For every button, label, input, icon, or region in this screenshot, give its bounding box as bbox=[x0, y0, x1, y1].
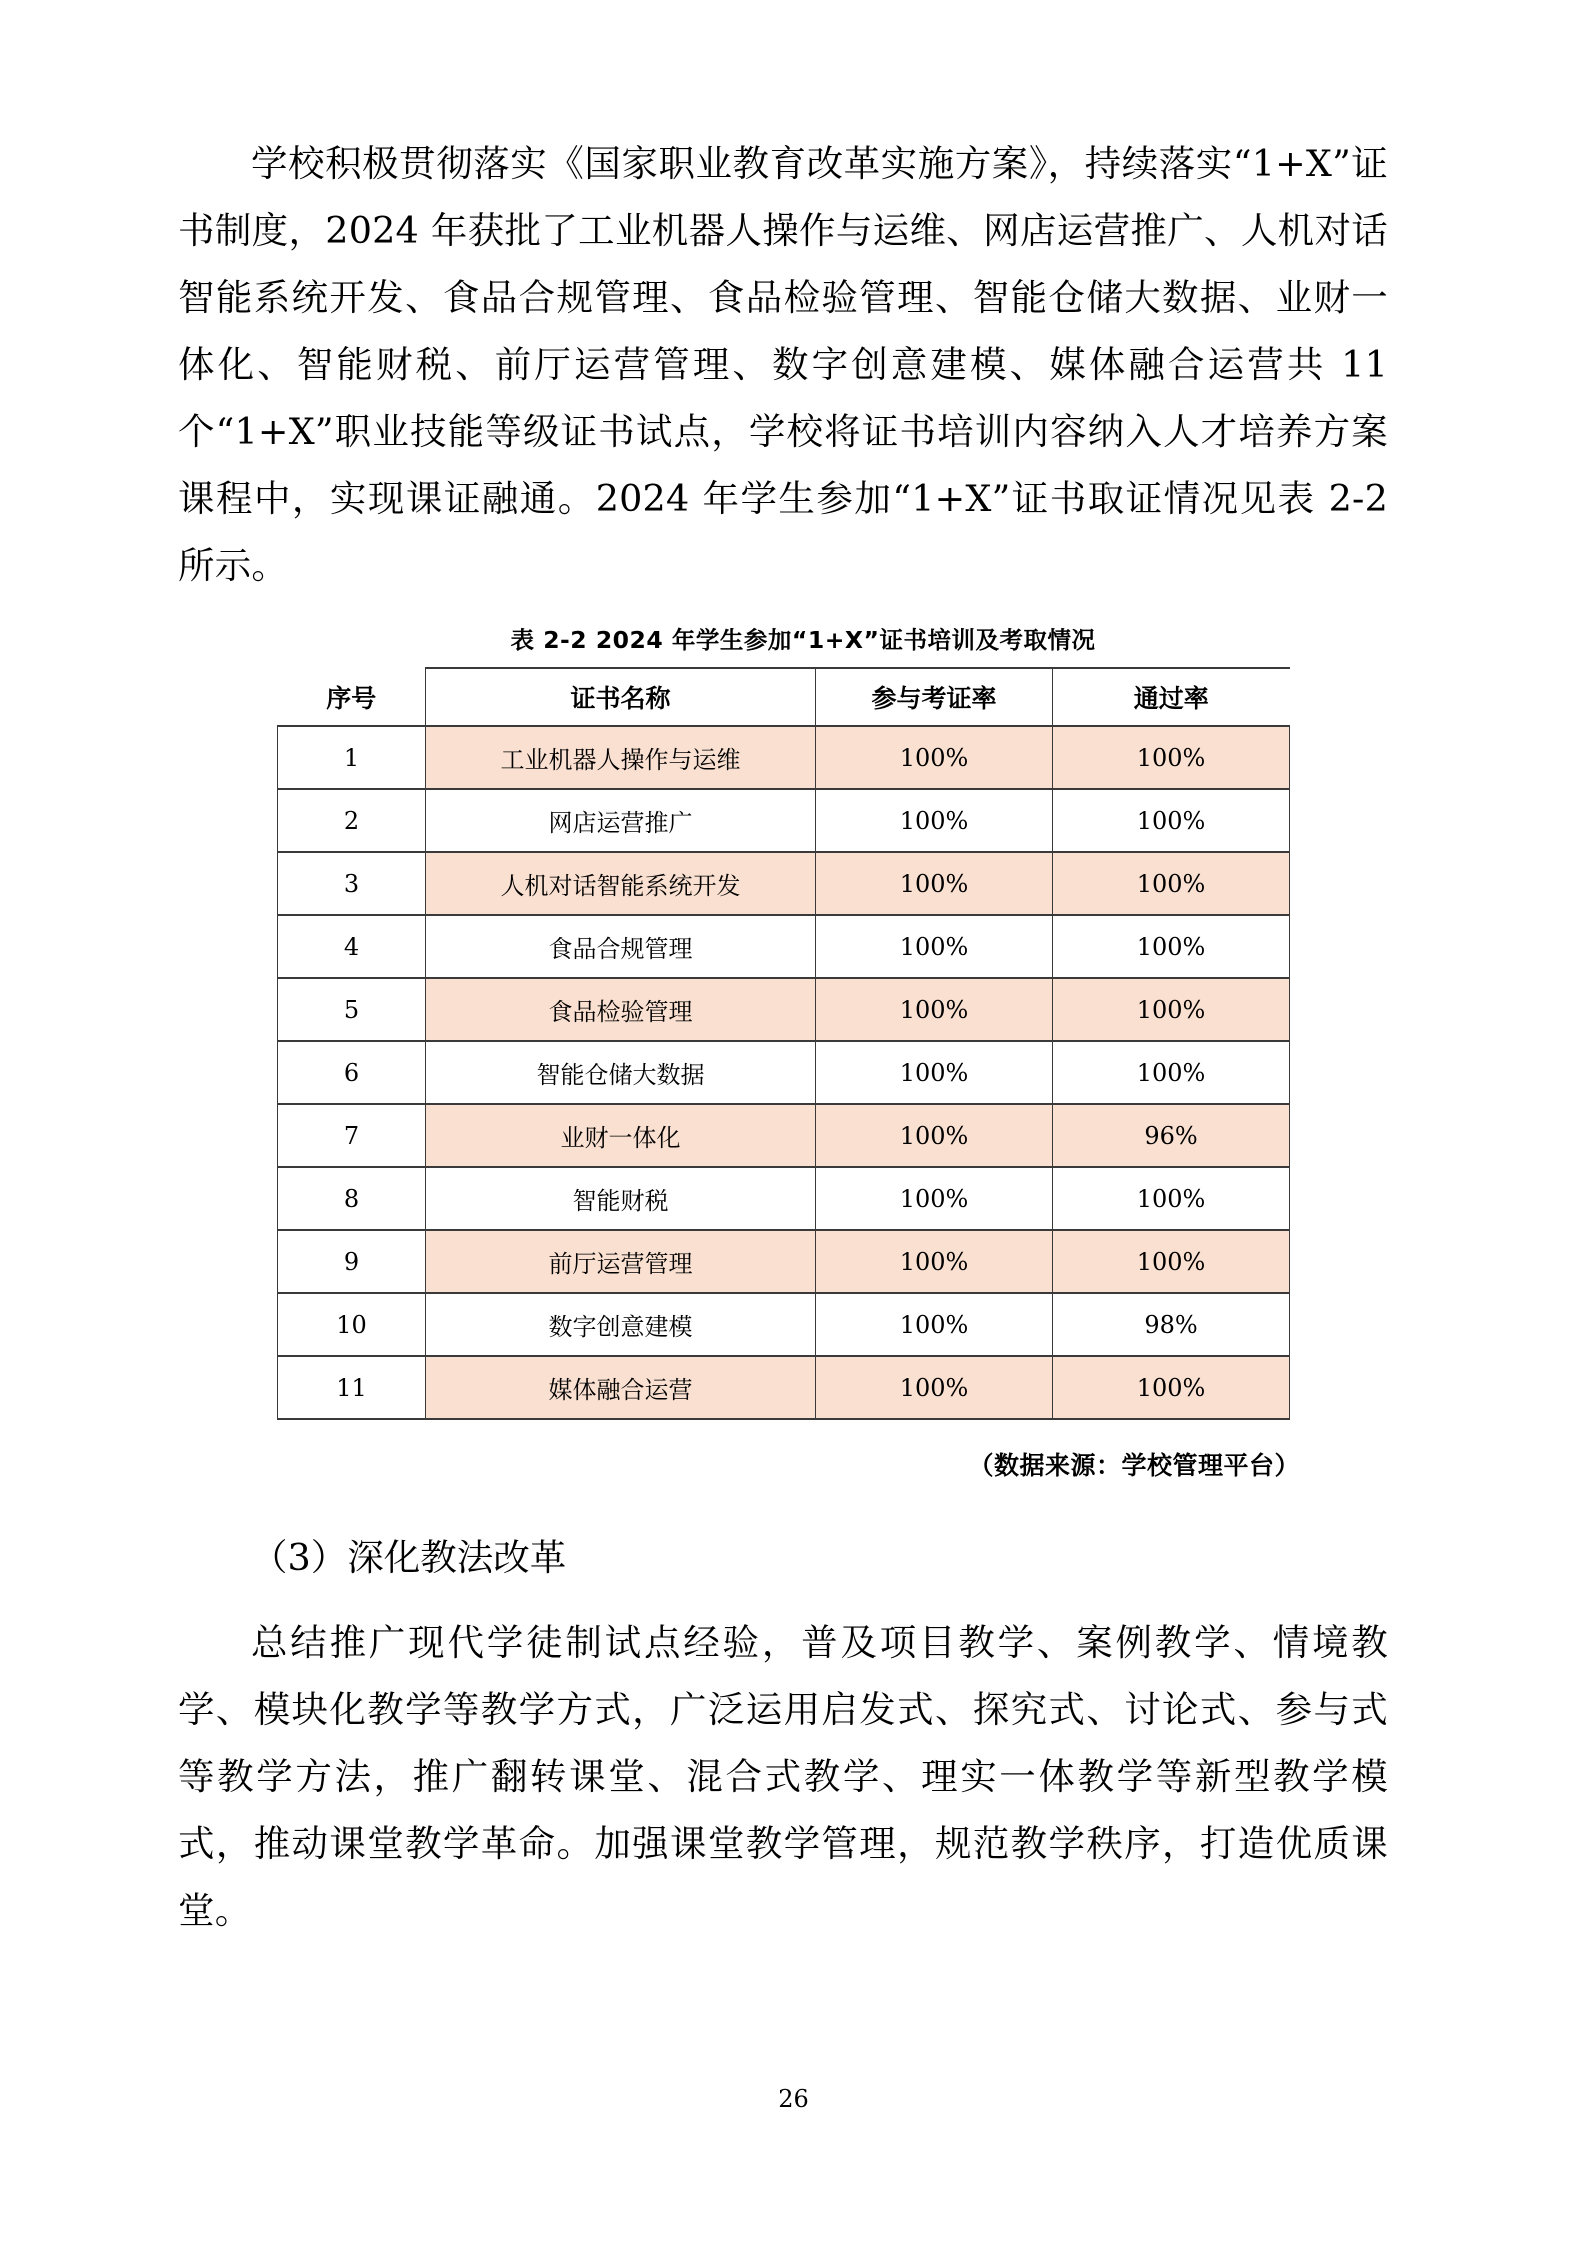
table-row bbox=[278, 1104, 1290, 1167]
cell-pass-rate: 98% bbox=[1053, 1293, 1290, 1356]
spacer bbox=[178, 1591, 1388, 1609]
teaching-reform-paragraph: 总结推广现代学徒制试点经验，普及项目教学、案例教学、情境教学、模块化教学等教学方式，广泛运用启发式、探究式、讨论式、参与式等教学方法，推广翻转课堂、混合式教学、理实一体教学等新型教学模式，推动课堂教学革命。加强课堂教学管理，规范教学秩序，打造优质课堂。 bbox=[178, 1621, 1388, 1932]
cell-index: 2 bbox=[278, 789, 426, 852]
page-number: 26 bbox=[778, 2085, 809, 2113]
table-body bbox=[278, 726, 1290, 1419]
table-caption: 表 2-2 2024 年学生参加“1+X”证书培训及考取情况 bbox=[510, 626, 1096, 654]
column-header-pass-rate: 通过率 bbox=[1053, 668, 1290, 726]
cell-index: 6 bbox=[278, 1041, 426, 1104]
cell-participation: 100% bbox=[816, 1104, 1053, 1167]
cell-certificate: 食品检验管理 bbox=[426, 978, 816, 1041]
spacer bbox=[178, 1482, 1388, 1524]
table-row bbox=[278, 726, 1290, 789]
cell-index: 1 bbox=[278, 726, 426, 789]
cell-participation: 100% bbox=[816, 852, 1053, 915]
table-row bbox=[278, 1167, 1290, 1230]
table-row bbox=[278, 852, 1290, 915]
table-row bbox=[278, 1293, 1290, 1356]
table-row bbox=[278, 789, 1290, 852]
cell-index: 4 bbox=[278, 915, 426, 978]
cell-certificate: 工业机器人操作与运维 bbox=[426, 726, 816, 789]
cell-certificate: 数字创意建模 bbox=[426, 1293, 816, 1356]
cell-pass-rate: 100% bbox=[1053, 978, 1290, 1041]
table-head bbox=[278, 668, 1290, 726]
cell-participation: 100% bbox=[816, 915, 1053, 978]
cell-pass-rate: 100% bbox=[1053, 915, 1290, 978]
cell-certificate: 智能仓储大数据 bbox=[426, 1041, 816, 1104]
cell-participation: 100% bbox=[816, 789, 1053, 852]
cell-pass-rate: 100% bbox=[1053, 726, 1290, 789]
column-header-certificate: 证书名称 bbox=[426, 668, 816, 726]
cell-index: 10 bbox=[278, 1293, 426, 1356]
cell-index: 3 bbox=[278, 852, 426, 915]
cell-participation: 100% bbox=[816, 1041, 1053, 1104]
certificate-table-block bbox=[178, 621, 1388, 1482]
cell-participation: 100% bbox=[816, 978, 1053, 1041]
cell-pass-rate: 100% bbox=[1053, 1230, 1290, 1293]
cell-pass-rate: 100% bbox=[1053, 1356, 1290, 1419]
table-source-note: （数据来源：学校管理平台） bbox=[968, 1451, 1300, 1480]
cell-index: 5 bbox=[278, 978, 426, 1041]
cell-certificate: 业财一体化 bbox=[426, 1104, 816, 1167]
table-row bbox=[278, 1230, 1290, 1293]
page-content bbox=[178, 0, 1388, 1944]
section-heading-3: （3）深化教法改革 bbox=[251, 1536, 567, 1579]
cell-participation: 100% bbox=[816, 726, 1053, 789]
table-row bbox=[278, 1356, 1290, 1419]
cell-certificate: 食品合规管理 bbox=[426, 915, 816, 978]
cell-index: 11 bbox=[278, 1356, 426, 1419]
cell-index: 7 bbox=[278, 1104, 426, 1167]
cell-certificate: 网店运营推广 bbox=[426, 789, 816, 852]
cell-pass-rate: 100% bbox=[1053, 1041, 1290, 1104]
table-header-row bbox=[278, 668, 1290, 726]
table-row bbox=[278, 1041, 1290, 1104]
table-row bbox=[278, 978, 1290, 1041]
cell-index: 8 bbox=[278, 1167, 426, 1230]
cell-pass-rate: 100% bbox=[1053, 852, 1290, 915]
cell-participation: 100% bbox=[816, 1230, 1053, 1293]
cell-certificate: 媒体融合运营 bbox=[426, 1356, 816, 1419]
table-row bbox=[278, 915, 1290, 978]
intro-paragraph: 学校积极贯彻落实《国家职业教育改革实施方案》，持续落实“1+X”证书制度，2024 年获批了工业机器人操作与运维、网店运营推广、人机对话智能系统开发、食品合规管理、食品检验管理、智能仓储大数据、业财一体化、智能财税、前厅运营管理、数字创意建模、媒体融合运营共 11 个“1+X”职业技能等级证书试点，学校将证书培训内容纳入人才培养方案课程中，实现课证融通。2024 年学生参加“1+X”证书取证情况见表 2-2 所示。 bbox=[178, 142, 1388, 587]
cell-pass-rate: 100% bbox=[1053, 1167, 1290, 1230]
cell-certificate: 人机对话智能系统开发 bbox=[426, 852, 816, 915]
cell-certificate: 智能财税 bbox=[426, 1167, 816, 1230]
cell-participation: 100% bbox=[816, 1356, 1053, 1419]
column-header-participation: 参与考证率 bbox=[816, 668, 1053, 726]
cell-participation: 100% bbox=[816, 1167, 1053, 1230]
cell-index: 9 bbox=[278, 1230, 426, 1293]
certificate-table bbox=[277, 667, 1290, 1420]
cell-pass-rate: 100% bbox=[1053, 789, 1290, 852]
cell-pass-rate: 96% bbox=[1053, 1104, 1290, 1167]
column-header-index: 序号 bbox=[278, 668, 426, 726]
cell-certificate: 前厅运营管理 bbox=[426, 1230, 816, 1293]
cell-participation: 100% bbox=[816, 1293, 1053, 1356]
